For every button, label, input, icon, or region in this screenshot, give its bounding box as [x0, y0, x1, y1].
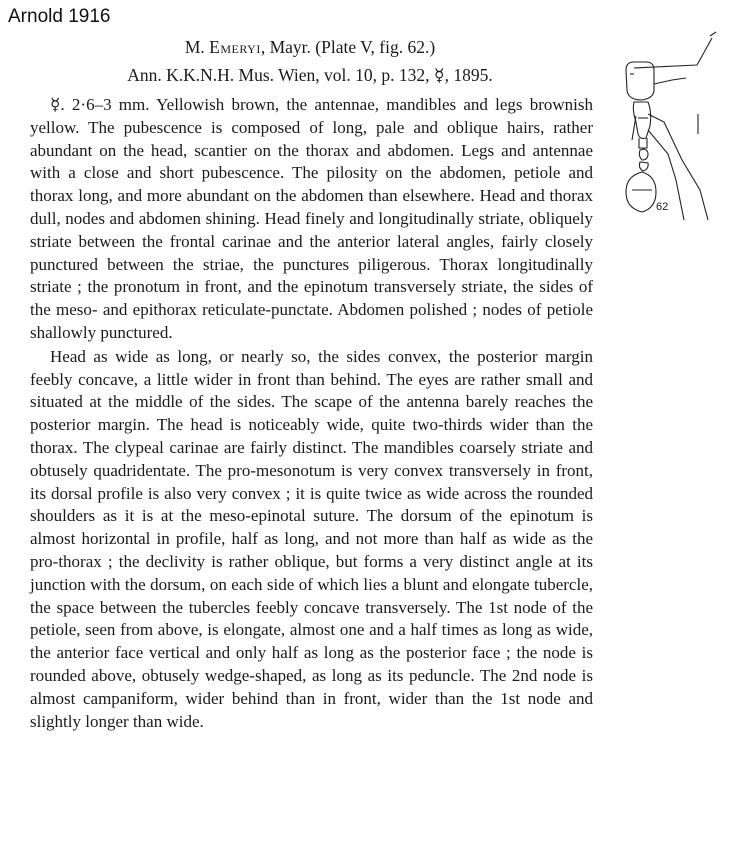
species-heading — [0, 37, 620, 58]
species-title: M. Emeryi, Mayr. (Plate V, fig. 62.) — [184, 37, 436, 57]
paragraph-morphology: Head as wide as long, or nearly so, the sides convex, the posterior margin feebly concave, a little wider in front than behind. The eyes are rather small and situated at the middle of the sides. The scape of the antenna barely reaches the posterior margin. The head is noticeably wide, quite two-thirds wider than the thorax. The clypeal carinae are fairly distinct. The mandibles coarsely striate and obtusely quadridentate. The pro-mesonotum is very convex transversely in front, its dorsal profile is also very convex ; it is quite twice as wide across the rounded shoulders as it is at the meso-epinotal suture. The dorsum of the epinotum is almost horizontal in profile, half as long, and not more than half as wide as the pro-thorax ; the declivity is rather oblique, but forms a very distinct angle at its junction with the dorsum, on each side of which lies a blunt and elongate tubercle, the space between the tubercles feebly concave transversely. The 1st node of the petiole, seen from above, is elongate, almost one and a half times as long as wide, the anterior face vertical and only half as long as the posterior face ; the node is rounded above, obtusely wedge-shaped, as long as its peduncle. The 2nd node is almost campaniform, wider behind than in front, wider than the 1st node and slightly longer than wide. — [30, 346, 593, 731]
paragraph-coloration: ☿. 2·6–3 mm. Yellowish brown, the antennae, mandibles and legs brownish yellow. The pubescence is composed of long, pale and oblique hairs, rather abundant on the head, scantier on the thorax and abdomen. Legs and antennae with a close and short pubescence. The pilosity on the abdomen, petiole and thorax long, and more abundant on the abdomen than elsewhere. Head and thorax dull, nodes and abdomen shining. Head finely and longitudinally striate, obliquely striate between the frontal carinae and the anterior lateral angles, fairly closely punctured between the striae, the punctures piligerous. Thorax longitudinally striate ; the pronotum in front, and the epinotum transversely striate, the sides of the meso- and epithorax reticulate-punctate. Abdomen polished ; nodes of petiole shallowly punctured. — [30, 95, 593, 342]
description-text — [30, 94, 593, 733]
citation-line: Ann. K.K.N.H. Mus. Wien, vol. 10, p. 132, ☿, 1895. — [127, 65, 493, 85]
figure-number: 62 — [656, 201, 669, 213]
corner-label: Arnold 1916 — [8, 6, 111, 27]
